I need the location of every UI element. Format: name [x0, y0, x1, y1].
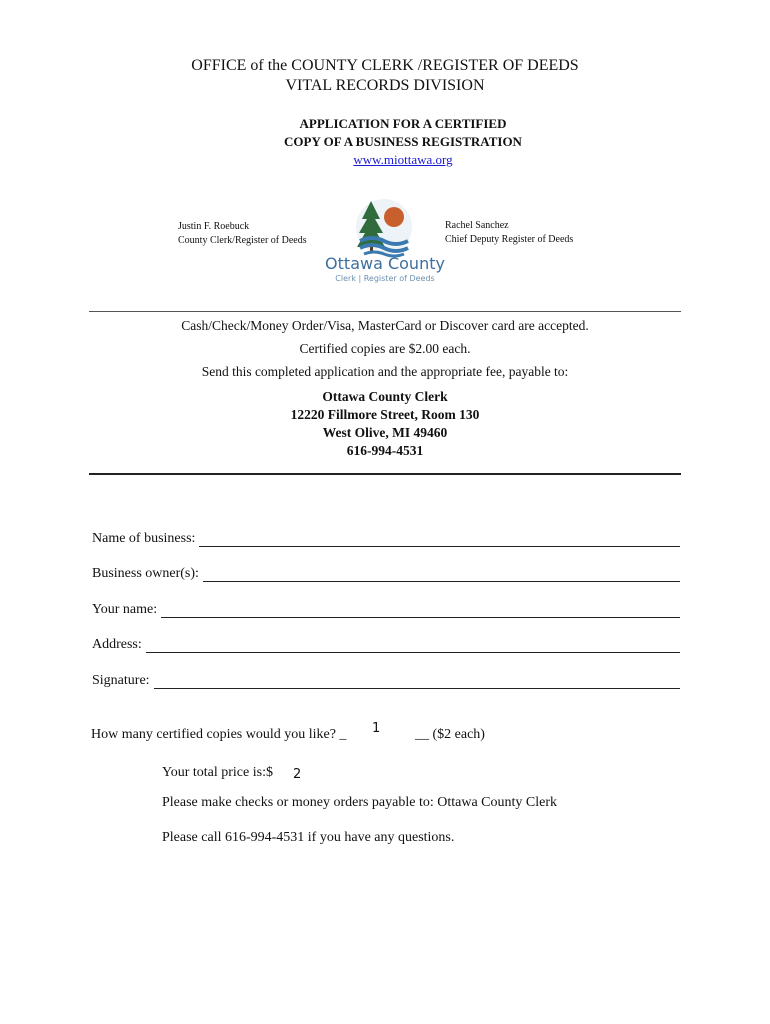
website-row: [18, 151, 770, 169]
logo-emblem-icon: [324, 197, 446, 259]
business-owner-label: Business owner(s):: [92, 566, 199, 581]
clerk-block: [178, 220, 307, 248]
payment-methods: Cash/Check/Money Order/Visa, MasterCard or Discover card are accepted.: [181, 318, 589, 333]
signature-label: Signature:: [92, 673, 150, 688]
business-name-line[interactable]: [199, 532, 680, 547]
clerk-title: County Clerk/Register of Deeds: [178, 235, 307, 246]
address-line[interactable]: [146, 638, 680, 653]
copies-suffix: __ ($2 each): [415, 727, 485, 742]
total-price-label: Your total price is:$: [162, 765, 273, 780]
business-name-field[interactable]: [92, 531, 680, 547]
website-link[interactable]: www.miottawa.org: [353, 152, 453, 167]
copy-price: Certified copies are $2.00 each.: [299, 341, 471, 356]
copies-question: How many certified copies would you like? _: [91, 727, 347, 742]
address-label: Address:: [92, 637, 142, 652]
deputy-name: Rachel Sanchez: [445, 220, 509, 231]
division-title: VITAL RECORDS DIVISION: [285, 77, 485, 94]
your-name-line[interactable]: [161, 603, 680, 618]
total-price-value[interactable]: 2: [293, 767, 302, 782]
address-phone: 616-994-4531: [346, 443, 424, 458]
ottawa-county-logo: [324, 197, 446, 289]
office-title: OFFICE of the COUNTY CLERK /REGISTER OF DEEDS: [191, 57, 579, 74]
send-instructions: Send this completed application and the appropriate fee, payable to:: [201, 364, 569, 379]
address-line2: 12220 Fillmore Street, Room 130: [290, 407, 480, 422]
application-title: [18, 115, 770, 151]
signature-line[interactable]: [154, 674, 680, 689]
logo-subtitle: Clerk | Register of Deeds: [335, 274, 435, 283]
clerk-name: Justin F. Roebuck: [178, 221, 250, 232]
mailing-address: [0, 388, 770, 460]
logo-name: Ottawa County: [325, 254, 445, 273]
address-field[interactable]: [92, 637, 680, 653]
checks-note: Please make checks or money orders payable to: Ottawa County Clerk: [162, 795, 557, 810]
application-title-line2: COPY OF A BUSINESS REGISTRATION: [284, 134, 522, 149]
bottom-divider: [89, 473, 681, 475]
payment-info: [0, 314, 770, 383]
business-name-label: Name of business:: [92, 531, 196, 546]
address-line1: Ottawa County Clerk: [322, 389, 448, 404]
business-owner-field[interactable]: [92, 566, 680, 582]
your-name-label: Your name:: [92, 602, 158, 617]
copies-input[interactable]: 1: [372, 721, 381, 736]
top-divider: [89, 311, 681, 312]
deputy-title: Chief Deputy Register of Deeds: [445, 234, 574, 245]
business-owner-line[interactable]: [203, 567, 680, 582]
deputy-block: [445, 219, 573, 247]
call-note: Please call 616-994-4531 if you have any questions.: [162, 830, 455, 845]
signature-field[interactable]: [92, 673, 680, 689]
application-title-line1: APPLICATION FOR A CERTIFIED: [299, 116, 507, 131]
your-name-field[interactable]: [92, 602, 680, 618]
address-line3: West Olive, MI 49460: [322, 425, 448, 440]
office-header: [0, 56, 770, 96]
